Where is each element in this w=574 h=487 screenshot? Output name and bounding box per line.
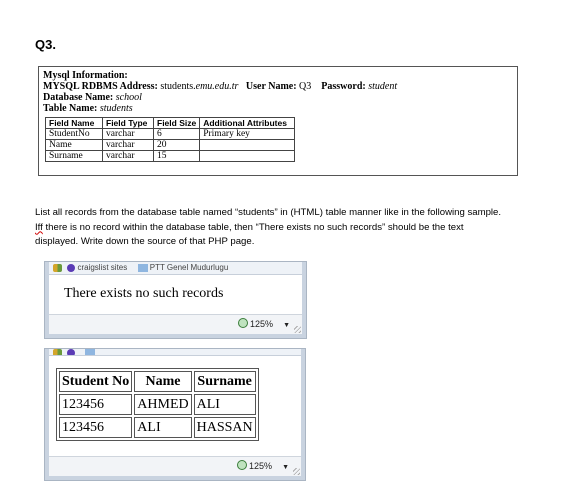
table-cell: AHMED <box>134 394 191 415</box>
field-definition-table <box>45 117 295 162</box>
address-label: MYSQL RDBMS Address: <box>43 81 158 92</box>
purple-circle-icon <box>67 349 75 356</box>
table-header-row <box>59 371 256 392</box>
zoom-control[interactable] <box>237 460 289 471</box>
zoom-globe-icon <box>237 460 247 470</box>
craigslist-favicon-icon <box>53 264 62 272</box>
column-header: Field Name <box>46 118 103 129</box>
favorite-link-craigslist[interactable]: craigslist sites <box>77 263 128 272</box>
table-name-line <box>43 103 133 114</box>
table-row <box>46 129 295 140</box>
table-cell: Primary key <box>200 129 295 140</box>
favorites-bar <box>49 349 301 356</box>
table-header-row <box>46 118 295 129</box>
column-header: Field Type <box>103 118 154 129</box>
browser-window-records <box>45 349 305 480</box>
instructions-paragraph <box>35 206 505 250</box>
table-cell: 6 <box>154 129 200 140</box>
zoom-level: 125% <box>250 319 274 329</box>
question-heading: Q3. <box>35 37 56 52</box>
table-row <box>59 394 256 415</box>
instructions-text-2: there is no record within the database table, then “There exists no such records” should be the text displayed. Write down the source of that PHP page. <box>35 221 464 247</box>
chevron-down-icon[interactable]: ▼ <box>283 322 290 329</box>
user-label: User Name: <box>245 81 297 92</box>
table-cell: 123456 <box>59 417 132 438</box>
resize-grip[interactable] <box>294 326 301 333</box>
browser-window-empty <box>45 262 306 338</box>
resize-grip[interactable] <box>293 468 300 475</box>
table-cell: StudentNo <box>46 129 103 140</box>
address-line <box>43 81 397 92</box>
instructions-text-1: List all records from the database table named “students” in (HTML) table manner like in the following sample. <box>35 207 502 218</box>
table-cell: HASSAN <box>194 417 256 438</box>
column-header: Name <box>134 371 191 392</box>
address-value: students. <box>160 81 196 92</box>
table-cell: Name <box>46 140 103 151</box>
purple-circle-icon <box>67 264 75 272</box>
ptt-favicon-icon <box>85 349 95 356</box>
zoom-level: 125% <box>249 461 273 471</box>
table-cell: varchar <box>103 151 154 162</box>
password-label: Password: <box>321 81 366 92</box>
mysql-info-box <box>38 66 518 176</box>
spellcheck-word: Iff <box>35 221 43 233</box>
chevron-down-icon[interactable]: ▼ <box>282 464 289 471</box>
no-records-message: There exists no such records <box>64 286 224 301</box>
table-cell: 20 <box>154 140 200 151</box>
favorite-link-ptt[interactable]: PTT Genel Mudurlugu <box>149 263 229 272</box>
table-cell: ALI <box>134 417 191 438</box>
database-label: Database Name: <box>43 92 114 103</box>
favorites-bar <box>49 262 302 275</box>
table-cell: ALI <box>194 394 256 415</box>
craigslist-favicon-icon <box>53 349 62 356</box>
database-value: school <box>115 92 142 103</box>
column-header: Student No <box>59 371 132 392</box>
table-cell: 123456 <box>59 394 132 415</box>
table-row <box>46 151 295 162</box>
zoom-globe-icon <box>238 318 248 328</box>
table-row <box>46 140 295 151</box>
info-title: Mysql Information: <box>43 70 128 81</box>
column-header: Additional Attributes <box>200 118 295 129</box>
column-header: Surname <box>194 371 256 392</box>
students-records-table <box>56 368 259 441</box>
table-cell: varchar <box>103 129 154 140</box>
table-cell: varchar <box>103 140 154 151</box>
password-value: student <box>368 81 398 92</box>
zoom-control[interactable] <box>238 318 290 329</box>
table-name-label: Table Name: <box>43 103 98 114</box>
address-value-domain: emu.edu.tr <box>195 81 239 92</box>
user-value: Q3 <box>299 81 312 92</box>
table-row <box>59 417 256 438</box>
table-cell <box>200 140 295 151</box>
ptt-favicon-icon <box>138 264 148 272</box>
table-name-value: students <box>99 103 133 114</box>
column-header: Field Size <box>154 118 200 129</box>
table-cell: 15 <box>154 151 200 162</box>
database-line <box>43 92 142 103</box>
status-bar <box>49 314 302 334</box>
table-cell <box>200 151 295 162</box>
status-bar <box>49 456 301 476</box>
table-cell: Surname <box>46 151 103 162</box>
